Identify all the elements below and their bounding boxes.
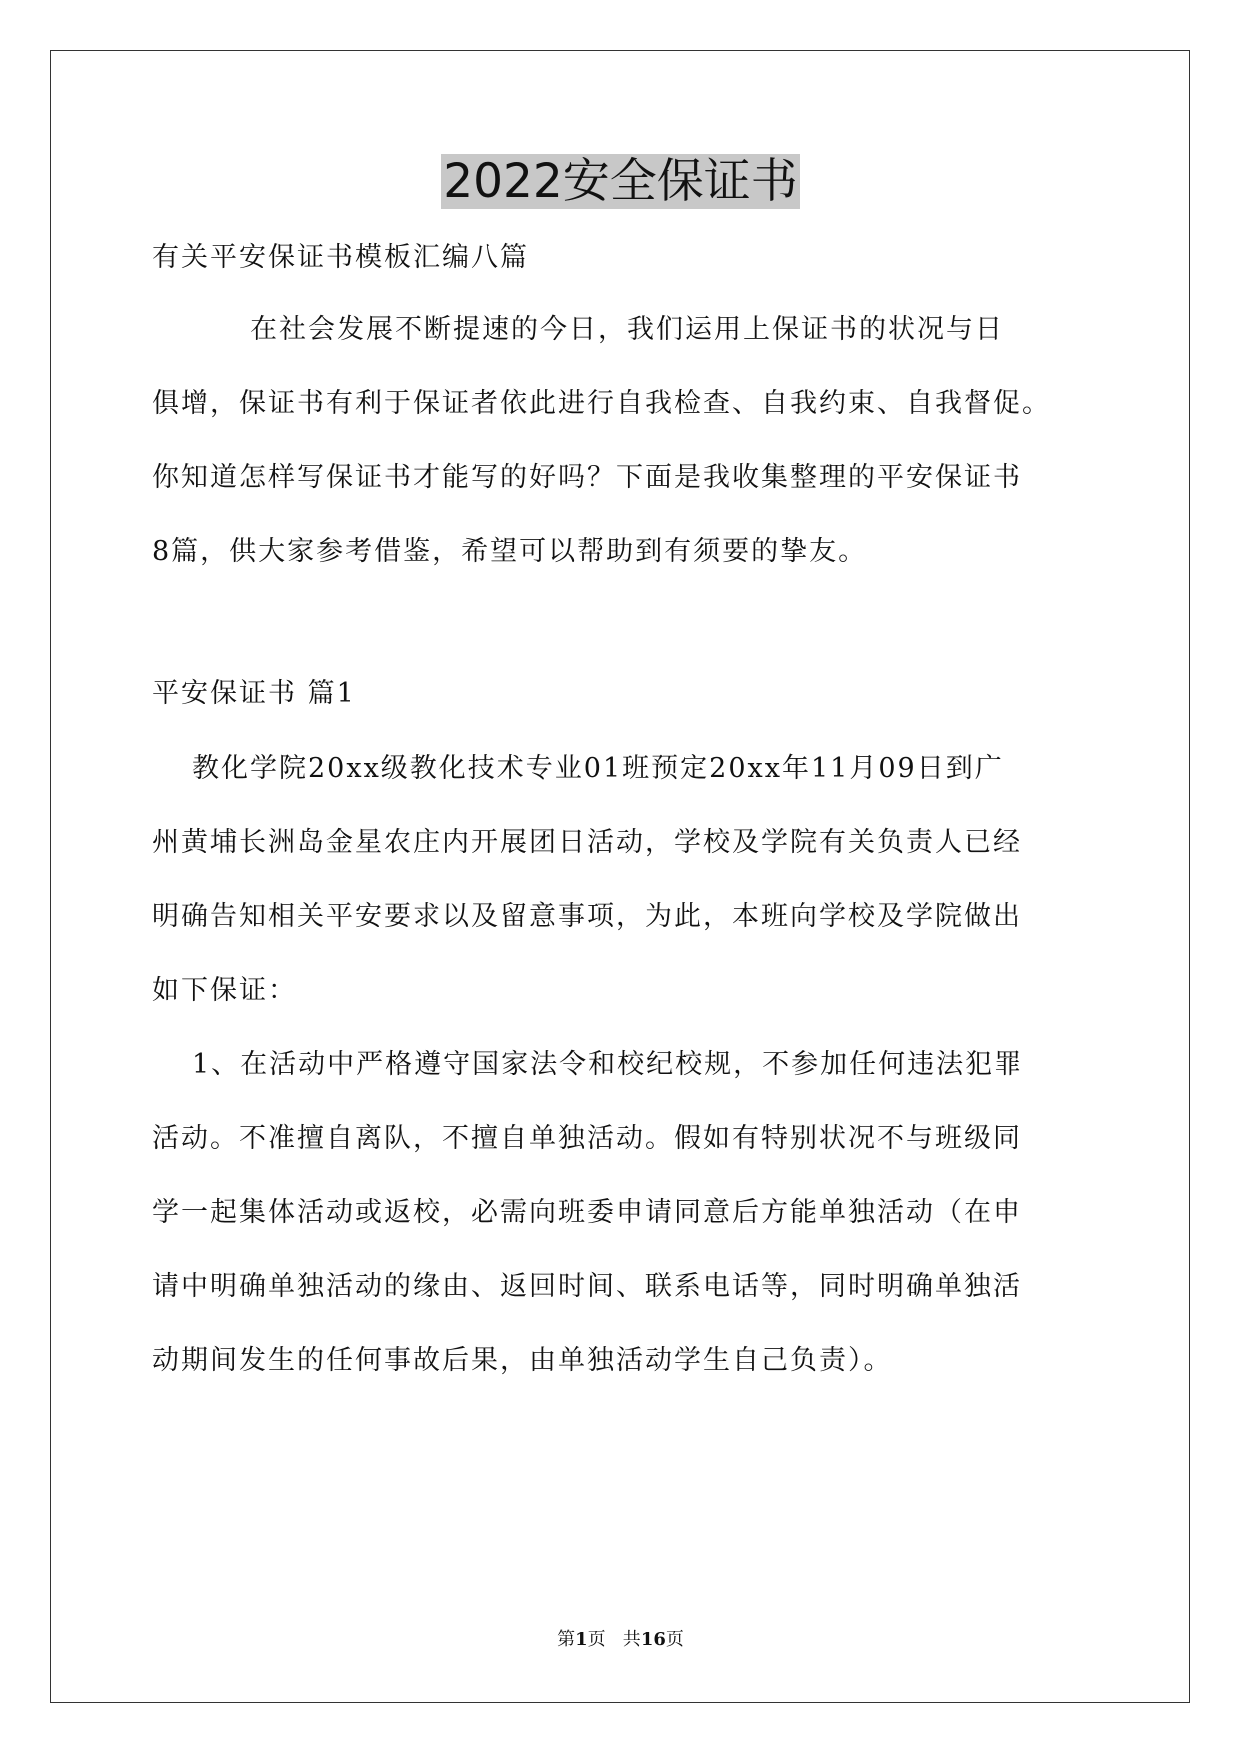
footer-mid: 页 共 (587, 1629, 641, 1650)
document-subtitle: 有关平安保证书模板汇编八篇 (152, 242, 529, 273)
page-frame (50, 50, 1190, 1703)
paragraph2-line-2: 活动。不准擅自离队，不擅自单独活动。假如有特别状况不与班级同 (152, 1123, 1022, 1154)
footer-total-pages: 16 (640, 1629, 666, 1650)
paragraph2-line-3: 学一起集体活动或返校，必需向班委申请同意后方能单独活动（在申 (152, 1197, 1022, 1228)
footer-prefix: 第 (557, 1629, 576, 1650)
document-title (0, 150, 1241, 214)
paragraph2-line-4: 请中明确单独活动的缘由、返回时间、联系电话等，同时明确单独活 (152, 1271, 1022, 1302)
page-number-footer (0, 1628, 1241, 1652)
paragraph2-line-1: 1、在活动中严格遵守国家法令和校纪校规，不参加任何违法犯罪 (192, 1049, 1024, 1080)
intro-line-4: 8篇，供大家参考借鉴，希望可以帮助到有须要的挚友。 (152, 536, 868, 567)
paragraph2-line-5: 动期间发生的任何事故后果，由单独活动学生自己负责）。 (152, 1345, 893, 1376)
intro-line-2: 俱增，保证书有利于保证者依此进行自我检查、自我约束、自我督促。 (152, 388, 1051, 419)
paragraph1-line-3: 明确告知相关平安要求以及留意事项，为此，本班向学校及学院做出 (152, 901, 1022, 932)
section-heading: 平安保证书 篇1 (152, 678, 356, 709)
paragraph1-line-2: 州黄埔长洲岛金星农庄内开展团日活动，学校及学院有关负责人已经 (152, 827, 1022, 858)
paragraph1-line-1: 教化学院20xx级教化技术专业01班预定20xx年11月09日到广 (192, 753, 1004, 784)
document-title-text: 2022安全保证书 (443, 154, 798, 209)
intro-line-3: 你知道怎样写保证书才能写的好吗？下面是我收集整理的平安保证书 (152, 462, 1022, 493)
intro-line-1: 在社会发展不断提速的今日，我们运用上保证书的状况与日 (250, 314, 1004, 345)
paragraph1-line-4: 如下保证： (152, 975, 297, 1006)
footer-current-page: 1 (575, 1629, 588, 1650)
footer-suffix: 页 (665, 1629, 684, 1650)
